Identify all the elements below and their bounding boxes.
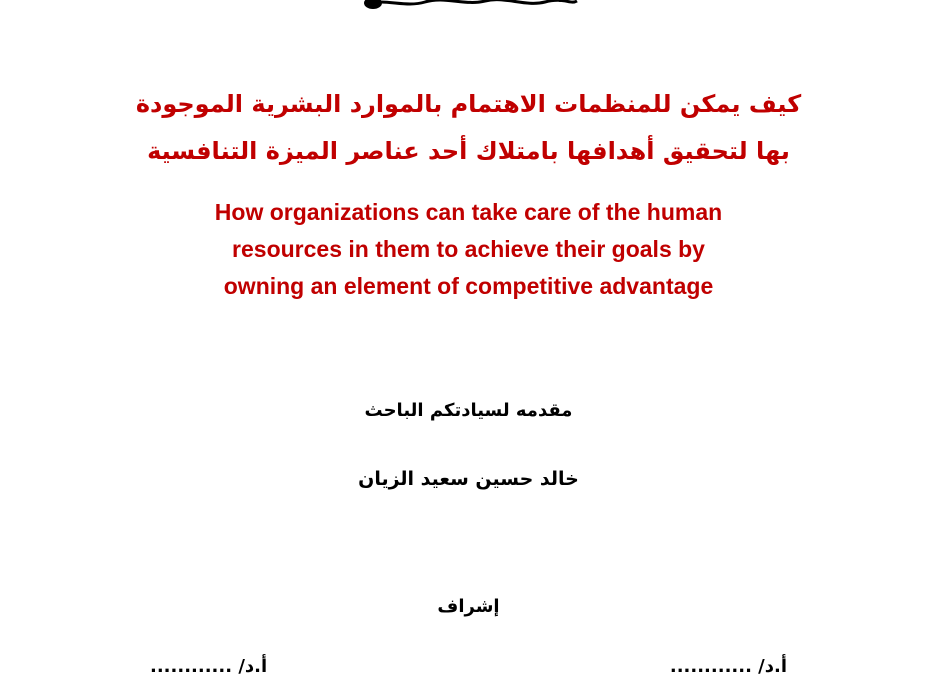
presenter-label: مقدمه لسيادتكم الباحث	[364, 400, 573, 421]
arabic-title-line-2: بها لتحقيق أهدافها بامتلاك أحد عناصر الميزة التنافسية	[147, 137, 790, 165]
supervisor-name-right: أ.د/ ............	[669, 656, 787, 677]
english-title-line-2: resources in them to achieve their goals by	[232, 236, 705, 262]
english-title-line-1: How organizations can take care of the human	[214, 199, 723, 225]
supervisor-name-left: أ.د/ ............	[150, 656, 268, 677]
researcher-name: خالد حسين سعيد الزيان	[358, 468, 579, 490]
supervision-label: إشراف	[437, 596, 500, 617]
english-title-line-3: owning an element of competitive advantage	[223, 273, 714, 299]
calligraphy-logo	[355, 0, 585, 10]
arabic-title-line-1: كيف يمكن للمنظمات الاهتمام بالموارد البشرية الموجودة	[135, 90, 802, 118]
